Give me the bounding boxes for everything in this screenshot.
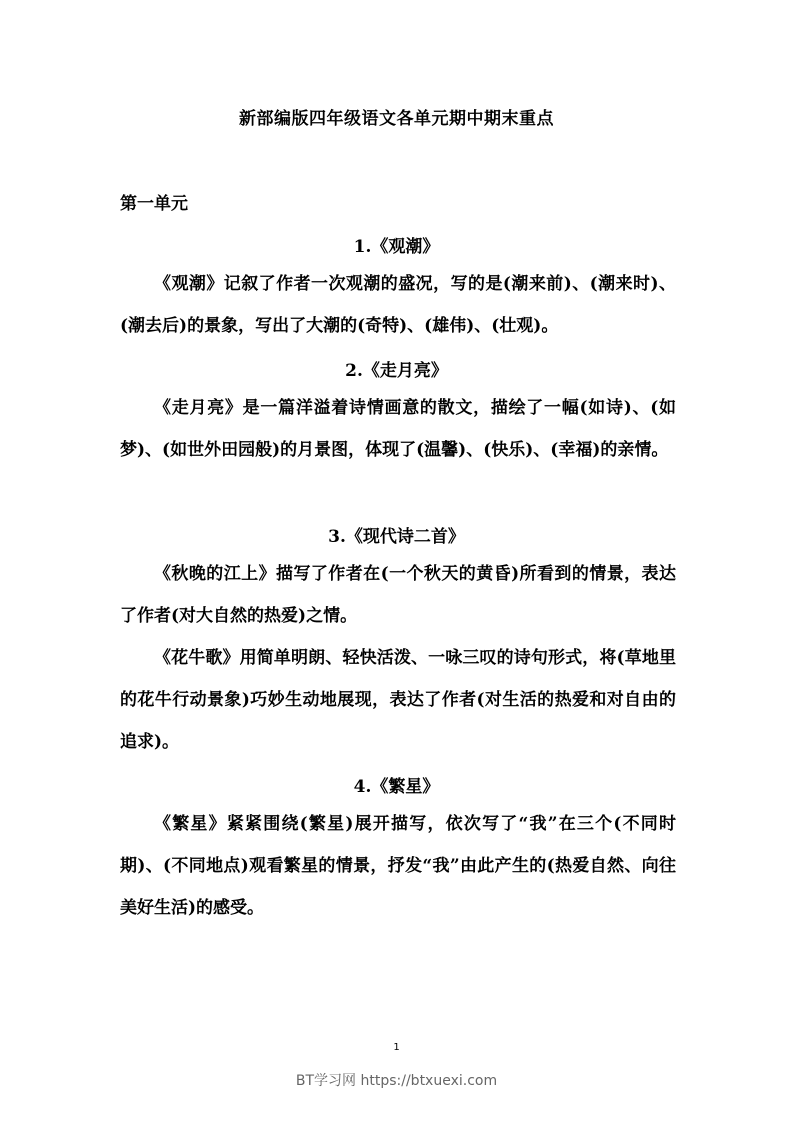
section-heading-2: 2.《走月亮》 xyxy=(345,361,448,381)
section-3-paragraph-1: 《秋晚的江上》描写了作者在(一个秋天的黄昏)所看到的情景，表达了作者(对大自然的热爱)之情。 xyxy=(120,564,676,626)
unit-heading: 第一单元 xyxy=(120,194,188,214)
watermark-footer: BT学习网 https://btxuexi.com xyxy=(295,1073,498,1089)
section-1-paragraph-1: 《观潮》记叙了作者一次观潮的盛况，写的是(潮来前)、(潮来时)、(潮去后)的景象，写出了大潮的(奇特)、(雄伟)、(壮观)。 xyxy=(120,274,676,336)
section-heading-3: 3.《现代诗二首》 xyxy=(328,527,465,547)
section-heading-4: 4.《繁星》 xyxy=(353,777,440,797)
section-heading-1: 1.《观潮》 xyxy=(353,237,440,257)
section-3-paragraph-2: 《花牛歌》用简单明朗、轻快活泼、一咏三叹的诗句形式，将(草地里的花牛行动景象)巧妙生动地展现，表达了作者(对生活的热爱和对自由的追求)。 xyxy=(120,648,676,752)
document-title: 新部编版四年级语文各单元期中期末重点 xyxy=(239,109,554,129)
page-number: 1 xyxy=(393,1042,400,1053)
section-2-paragraph-1: 《走月亮》是一篇洋溢着诗情画意的散文，描绘了一幅(如诗)、(如梦)、(如世外田园般)的月景图，体现了(温馨)、(快乐)、(幸福)的亲情。 xyxy=(120,398,676,460)
section-4-paragraph-1: 《繁星》紧紧围绕(繁星)展开描写，依次写了“我”在三个(不同时期)、(不同地点)观看繁星的情景，抒发“我”由此产生的(热爱自然、向往美好生活)的感受。 xyxy=(120,814,676,918)
